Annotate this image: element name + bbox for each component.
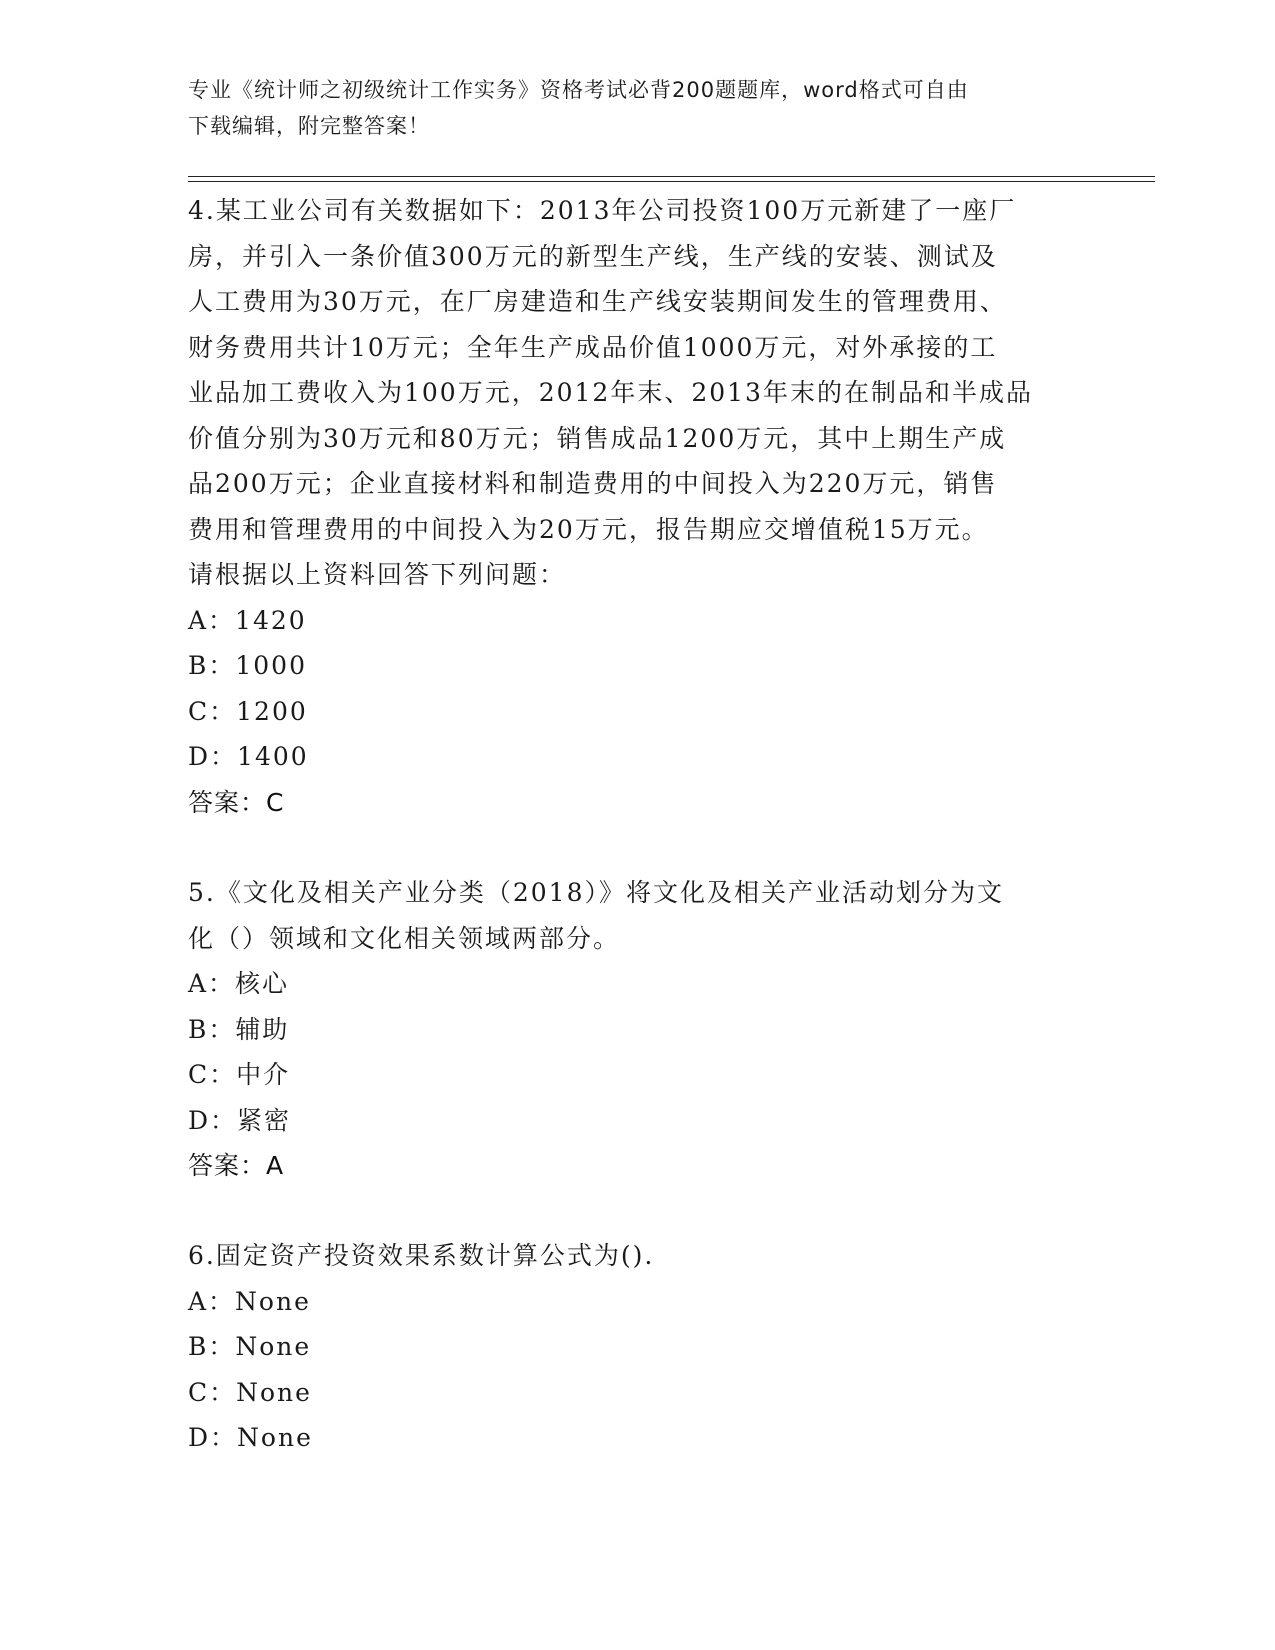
question-5 [188,870,1068,1189]
option-c: C：中介 [188,1060,291,1089]
option-d: D：None [188,1423,313,1452]
answer: 答案：C [188,787,285,817]
option-d: D：1400 [188,742,309,771]
stem-line: 房，并引入一条价值300万元的新型生产线，生产线的安装、测试及 [188,241,998,271]
question-stem [188,188,1068,598]
header-divider-bottom [188,181,1155,182]
header-divider-top [188,176,1155,177]
option-a: A：核心 [188,969,290,998]
option-c: C：None [188,1377,312,1407]
question-4 [188,188,1068,825]
stem-line: 6.固定资产投资效果系数计算公式为(). [188,1241,655,1270]
stem-line: 费用和管理费用的中间投入为20万元，报告期应交增值税15万元。 [188,514,989,544]
stem-line: 请根据以上资料回答下列问题： [188,560,567,589]
header-line-2: 下载编辑，附完整答案！ [188,114,430,138]
option-d: D：紧密 [188,1105,292,1135]
stem-line: 品200万元；企业直接材料和制造费用的中间投入为220万元，销售 [188,469,998,498]
question-stem [188,1233,1068,1279]
document-header [188,72,1068,144]
stem-line: 财务费用共计10万元；全年生产成品价值1000万元，对外承接的工 [188,332,998,362]
option-a: A：None [188,1286,311,1316]
stem-line: 价值分别为30万元和80万元；销售成品1200万元，其中上期生产成 [188,423,1007,453]
stem-line: 业品加工费收入为100万元，2012年末、2013年末的在制品和半成品 [188,378,1033,407]
stem-line: 4.某工业公司有关数据如下：2013年公司投资100万元新建了一座厂 [188,196,1017,225]
option-b: B：1000 [188,651,307,680]
option-a: A：1420 [188,605,307,635]
option-b: B：辅助 [188,1014,290,1044]
question-6 [188,1233,1068,1461]
option-c: C：1200 [188,696,308,726]
option-b: B：None [188,1332,312,1361]
question-stem [188,870,1068,961]
stem-line: 5.《文化及相关产业分类（2018）》将文化及相关产业活动划分为文 [188,878,1004,907]
answer: 答案：A [188,1151,285,1180]
stem-line: 化（）领域和文化相关领域两部分。 [188,923,621,953]
header-line-1: 专业《统计师之初级统计工作实务》资格考试必背200题题库，word格式可自由 [188,78,969,102]
stem-line: 人工费用为30万元，在厂房建造和生产线安装期间发生的管理费用、 [188,287,1007,316]
